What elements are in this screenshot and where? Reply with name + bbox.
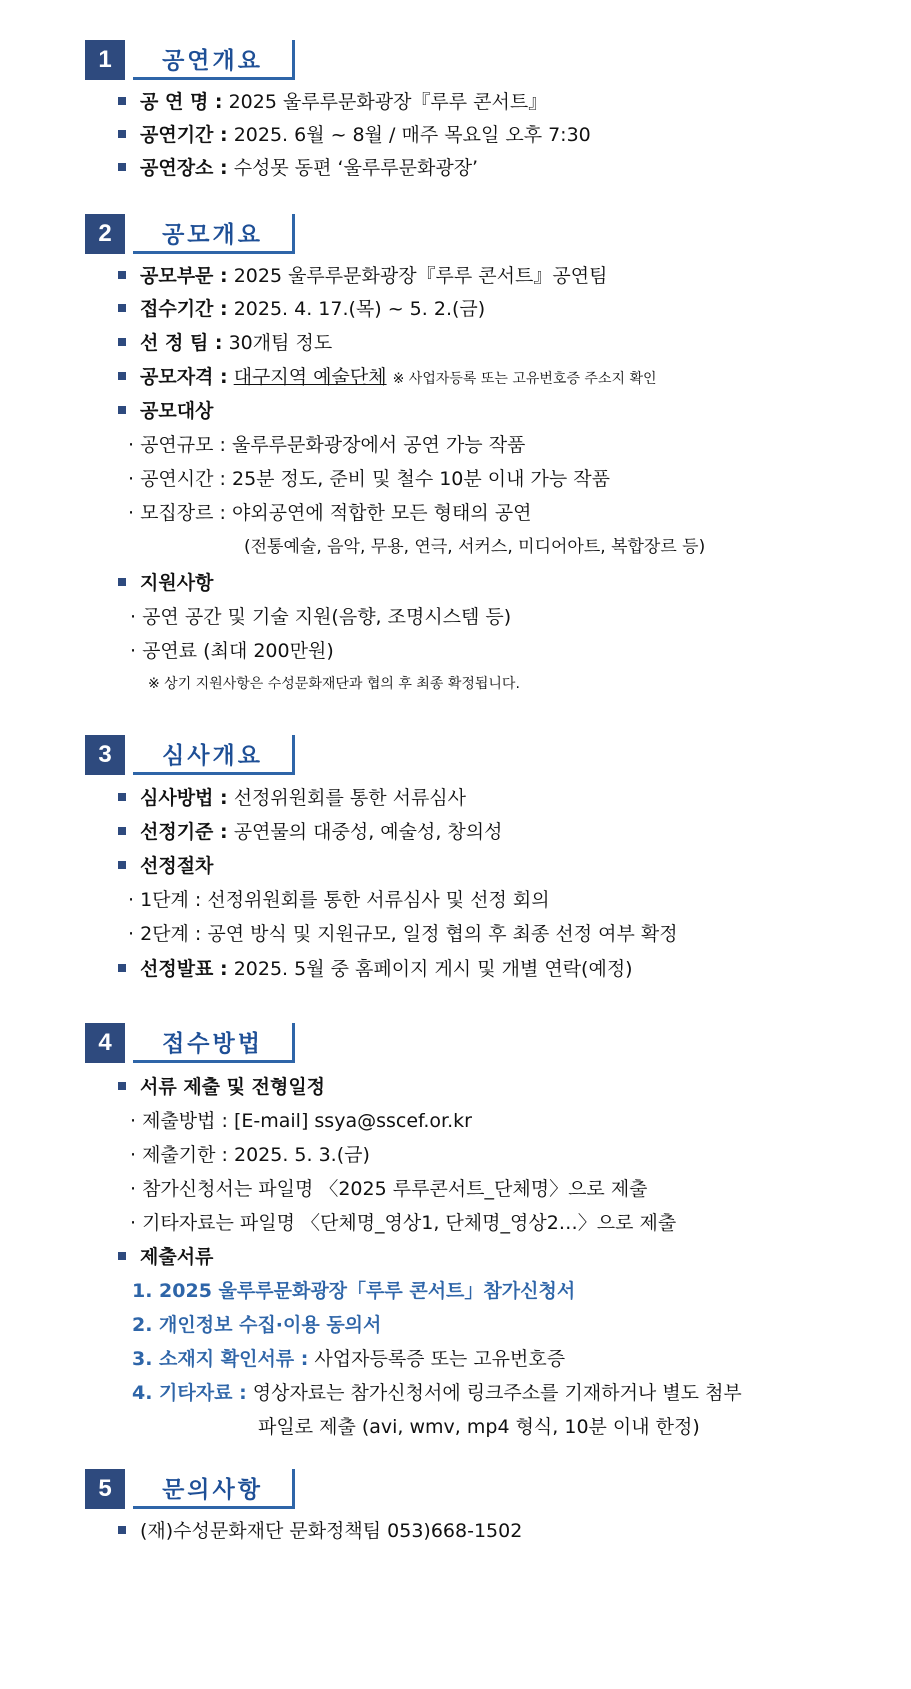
item-label: 공모대상 bbox=[140, 400, 214, 422]
list-item bbox=[118, 852, 213, 880]
item-label: 제출서류 bbox=[140, 1246, 214, 1268]
section-number: 2 bbox=[85, 214, 125, 254]
section-title: 심사개요 bbox=[133, 735, 295, 775]
item-label: 공모부문 : bbox=[140, 265, 228, 287]
item-label: 심사방법 : bbox=[140, 787, 228, 809]
square-bullet-icon bbox=[118, 1526, 126, 1534]
square-bullet-icon bbox=[118, 861, 126, 869]
document-value: 사업자등록증 또는 고유번호증 bbox=[314, 1348, 566, 1370]
list-item bbox=[118, 121, 591, 149]
sub-item: · 제출방법 : [E-mail] ssya@sscef.or.kr bbox=[130, 1110, 472, 1132]
list-item bbox=[118, 363, 657, 391]
section-number: 1 bbox=[85, 40, 125, 80]
section-number: 4 bbox=[85, 1023, 125, 1063]
item-label: 선정기준 : bbox=[140, 821, 228, 843]
section-3-header bbox=[85, 731, 295, 775]
sub-item: · 참가신청서는 파일명 〈2025 루루콘서트_단체명〉으로 제출 bbox=[130, 1178, 648, 1200]
item-label: 선 정 팀 : bbox=[140, 332, 223, 354]
list-item bbox=[118, 784, 466, 812]
item-label: 지원사항 bbox=[140, 572, 214, 594]
support-note: ※ 상기 지원사항은 수성문화재단과 협의 후 최종 확정됩니다. bbox=[148, 676, 520, 692]
square-bullet-icon bbox=[118, 163, 126, 171]
item-label: 공연장소 : bbox=[140, 157, 228, 179]
sub-item: · 2단계 : 공연 방식 및 지원규모, 일정 협의 후 최종 선정 여부 확정 bbox=[128, 923, 678, 945]
list-item bbox=[118, 154, 478, 182]
item-value: 수성못 동편 ‘울루루문화광장’ bbox=[233, 157, 479, 179]
square-bullet-icon bbox=[118, 130, 126, 138]
list-item bbox=[118, 88, 547, 116]
square-bullet-icon bbox=[118, 1082, 126, 1090]
sub-item: · 공연 공간 및 기술 지원(음향, 조명시스템 등) bbox=[130, 606, 512, 628]
contact-info: (재)수성문화재단 문화정책팀 053)668-1502 bbox=[140, 1520, 523, 1542]
square-bullet-icon bbox=[118, 1252, 126, 1260]
section-title: 공모개요 bbox=[133, 214, 295, 254]
section-number: 5 bbox=[85, 1469, 125, 1509]
list-item bbox=[118, 397, 213, 425]
section-4-header bbox=[85, 1019, 295, 1063]
item-label: 선정절차 bbox=[140, 855, 214, 877]
square-bullet-icon bbox=[118, 827, 126, 835]
item-value: 선정위원회를 통한 서류심사 bbox=[233, 787, 467, 809]
item-value: 2025 울루루문화광장『루루 콘서트』 bbox=[228, 91, 548, 113]
document-label: 4. 기타자료 : bbox=[132, 1382, 247, 1404]
item-value: 2025 울루루문화광장『루루 콘서트』공연팀 bbox=[233, 265, 608, 287]
sub-item-continuation: (전통예술, 음악, 무용, 연극, 서커스, 미디어아트, 복합장르 등) bbox=[244, 537, 706, 557]
sub-item: · 공연규모 : 울루루문화광장에서 공연 가능 작품 bbox=[128, 434, 526, 456]
square-bullet-icon bbox=[118, 372, 126, 380]
list-item bbox=[118, 818, 503, 846]
item-label: 공모자격 : bbox=[140, 366, 228, 388]
square-bullet-icon bbox=[118, 964, 126, 972]
document-item: 1. 2025 울루루문화광장「루루 콘서트」참가신청서 bbox=[132, 1280, 576, 1302]
item-label: 선정발표 : bbox=[140, 958, 228, 980]
item-value: 대구지역 예술단체 bbox=[233, 366, 387, 388]
sub-item: · 제출기한 : 2025. 5. 3.(금) bbox=[130, 1144, 370, 1166]
square-bullet-icon bbox=[118, 793, 126, 801]
square-bullet-icon bbox=[118, 271, 126, 279]
section-2-header bbox=[85, 210, 295, 254]
square-bullet-icon bbox=[118, 304, 126, 312]
sub-item: · 기타자료는 파일명 〈단체명_영상1, 단체명_영상2…〉으로 제출 bbox=[130, 1212, 677, 1234]
document-item bbox=[132, 1379, 742, 1407]
item-label: 서류 제출 및 전형일정 bbox=[140, 1076, 326, 1098]
list-item bbox=[118, 1517, 522, 1545]
document-label: 3. 소재지 확인서류 : bbox=[132, 1348, 309, 1370]
list-item bbox=[118, 329, 332, 357]
list-item bbox=[118, 955, 633, 983]
section-5-header bbox=[85, 1465, 295, 1509]
sub-item: · 1단계 : 선정위원회를 통한 서류심사 및 선정 회의 bbox=[128, 889, 550, 911]
document-value: 영상자료는 참가신청서에 링크주소를 기재하거나 별도 첨부 bbox=[252, 1382, 742, 1404]
item-note: ※ 사업자등록 또는 고유번호증 주소지 확인 bbox=[392, 371, 657, 387]
item-value: 공연물의 대중성, 예술성, 창의성 bbox=[233, 821, 503, 843]
square-bullet-icon bbox=[118, 338, 126, 346]
document-value-continuation: 파일로 제출 (avi, wmv, mp4 형식, 10분 이내 한정) bbox=[258, 1416, 700, 1438]
item-value: 2025. 6월 ~ 8월 / 매주 목요일 오후 7:30 bbox=[233, 124, 591, 146]
sub-item: · 공연시간 : 25분 정도, 준비 및 철수 10분 이내 가능 작품 bbox=[128, 468, 610, 490]
document-item: 2. 개인정보 수집·이용 동의서 bbox=[132, 1314, 382, 1336]
document-item bbox=[132, 1345, 565, 1373]
item-label: 공연기간 : bbox=[140, 124, 228, 146]
square-bullet-icon bbox=[118, 406, 126, 414]
list-item bbox=[118, 295, 485, 323]
item-value: 30개팀 정도 bbox=[228, 332, 333, 354]
list-item bbox=[118, 1243, 213, 1271]
item-label: 접수기간 : bbox=[140, 298, 228, 320]
item-label: 공 연 명 : bbox=[140, 91, 223, 113]
square-bullet-icon bbox=[118, 578, 126, 586]
square-bullet-icon bbox=[118, 97, 126, 105]
sub-item: · 모집장르 : 야외공연에 적합한 모든 형태의 공연 bbox=[128, 502, 532, 524]
item-value: 2025. 5월 중 홈페이지 게시 및 개별 연락(예정) bbox=[233, 958, 633, 980]
list-item bbox=[118, 569, 213, 597]
list-item bbox=[118, 1073, 325, 1101]
section-number: 3 bbox=[85, 735, 125, 775]
sub-item: · 공연료 (최대 200만원) bbox=[130, 640, 334, 662]
section-title: 접수방법 bbox=[133, 1023, 295, 1063]
item-value: 2025. 4. 17.(목) ~ 5. 2.(금) bbox=[233, 298, 486, 320]
section-title: 문의사항 bbox=[133, 1469, 295, 1509]
section-title: 공연개요 bbox=[133, 40, 295, 80]
section-1-header bbox=[85, 36, 295, 80]
list-item bbox=[118, 262, 607, 290]
